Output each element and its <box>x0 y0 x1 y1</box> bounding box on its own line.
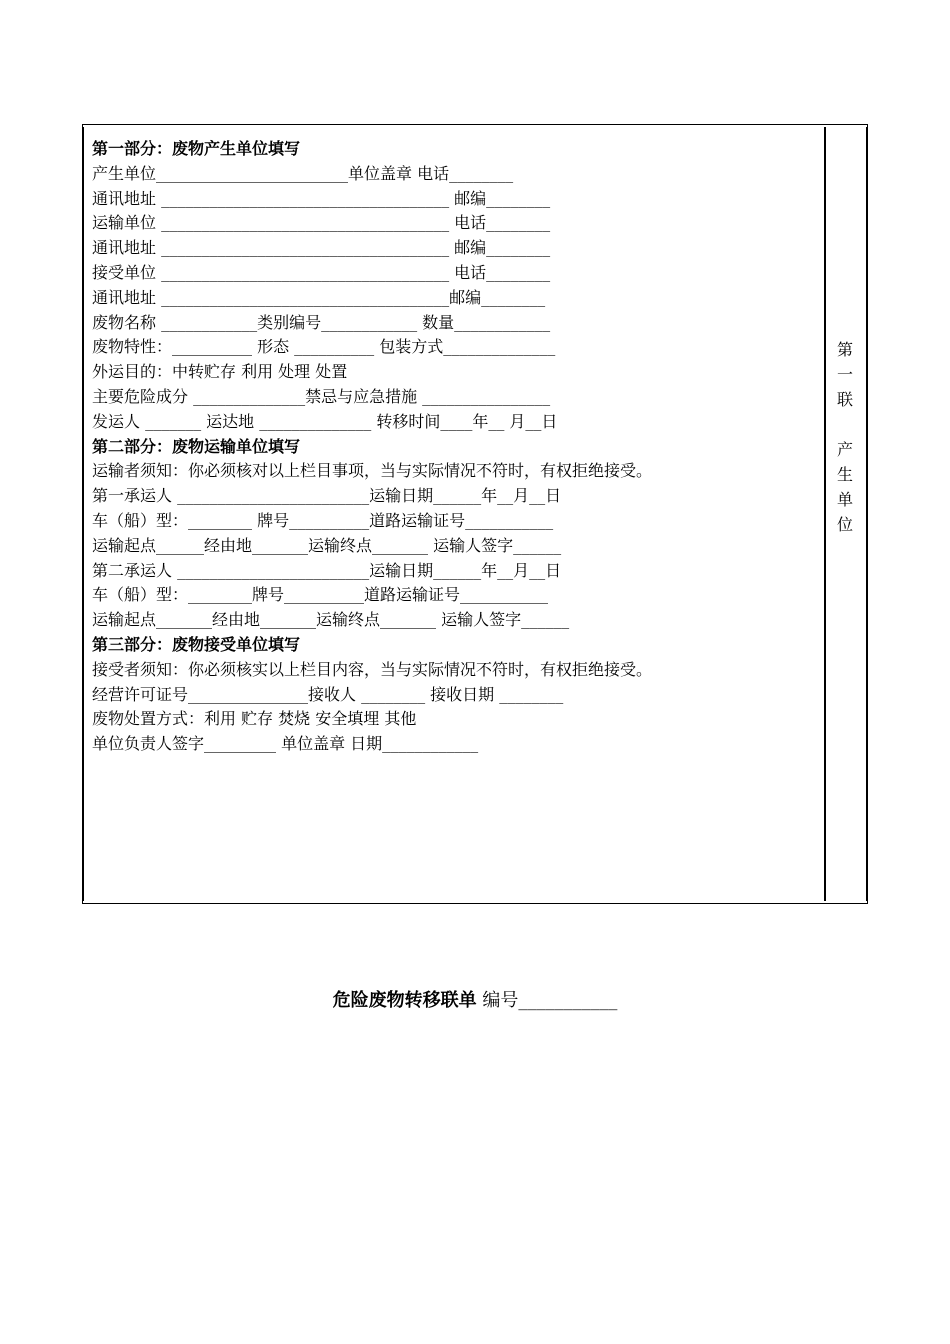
form-line-transporter-notice: 运输者须知：你必须核对以上栏目事项，当与实际情况不符时，有权拒绝接受。 <box>92 461 653 481</box>
form-line-receiver-address: 通讯地址 ____________________________________邮编________ <box>92 287 546 307</box>
side-label-char: 位 <box>836 515 853 534</box>
transfer-form-table <box>82 124 868 904</box>
form-line-hazard-components: 主要危险成分 ______________禁忌与应急措施 ________________ <box>92 386 551 406</box>
side-label-char: 单 <box>836 490 853 509</box>
document-number-field: 编号___________ <box>482 990 618 1011</box>
form-line-producer-address: 通讯地址 ____________________________________ 邮编________ <box>92 188 551 208</box>
side-label-char: 产 <box>836 440 853 459</box>
document-title <box>0 986 950 1012</box>
side-label-char: 第 <box>836 340 853 359</box>
form-content <box>92 137 817 757</box>
form-line-shipment-purpose: 外运目的：中转贮存 利用 处理 处置 <box>92 362 348 382</box>
form-line-first-carrier: 第一承运人 ________________________运输日期______年__月__日 <box>92 486 562 506</box>
form-line-producer-unit: 产生单位________________________单位盖章 电话________ <box>92 163 514 183</box>
form-line-receiver-notice: 接受者须知：你必须核实以上栏目内容，当与实际情况不符时，有权拒绝接受。 <box>92 659 653 679</box>
document-title-text: 危险废物转移联单 <box>332 990 477 1011</box>
form-line-waste-properties: 废物特性：__________ 形态 __________ 包装方式______________ <box>92 337 556 357</box>
form-line-transport-address: 通讯地址 ____________________________________ 邮编________ <box>92 238 551 258</box>
side-label-char: 一 <box>836 365 853 384</box>
copy-side-label <box>835 337 855 537</box>
form-line-transport-unit: 运输单位 ____________________________________ 电话________ <box>92 213 551 233</box>
form-line-shipper: 发运人 _______ 运达地 ______________ 转移时间____年__ 月__日 <box>92 411 558 431</box>
form-line-license: 经营许可证号_______________接收人 ________ 接收日期 ________ <box>92 684 564 704</box>
form-line-first-vehicle: 车（船）型：________ 牌号__________道路运输证号___________ <box>92 510 554 530</box>
form-line-first-route: 运输起点______经由地_______运输终点_______ 运输人签字______ <box>92 535 562 555</box>
form-line-disposal-method: 废物处置方式：利用 贮存 焚烧 安全填埋 其他 <box>92 709 417 729</box>
form-line-second-carrier: 第二承运人 ________________________运输日期______年__月__日 <box>92 560 562 580</box>
section-1-heading: 第一部分：废物产生单位填写 <box>92 139 301 158</box>
form-line-receiver-unit: 接受单位 ____________________________________ 电话________ <box>92 262 551 282</box>
side-label-char: 联 <box>836 390 853 409</box>
section-3-heading: 第三部分：废物接受单位填写 <box>92 634 301 654</box>
section-2-heading: 第二部分：废物运输单位填写 <box>92 436 301 456</box>
form-line-second-vehicle: 车（船）型：________牌号__________道路运输证号___________ <box>92 585 549 605</box>
form-line-waste-name: 废物名称 ____________类别编号____________ 数量____________ <box>92 312 551 332</box>
side-label-char: 生 <box>836 465 853 484</box>
column-divider <box>824 127 826 901</box>
form-line-signature: 单位负责人签字_________ 单位盖章 日期____________ <box>92 734 479 754</box>
form-line-second-route: 运输起点_______经由地_______运输终点_______ 运输人签字______ <box>92 610 570 630</box>
